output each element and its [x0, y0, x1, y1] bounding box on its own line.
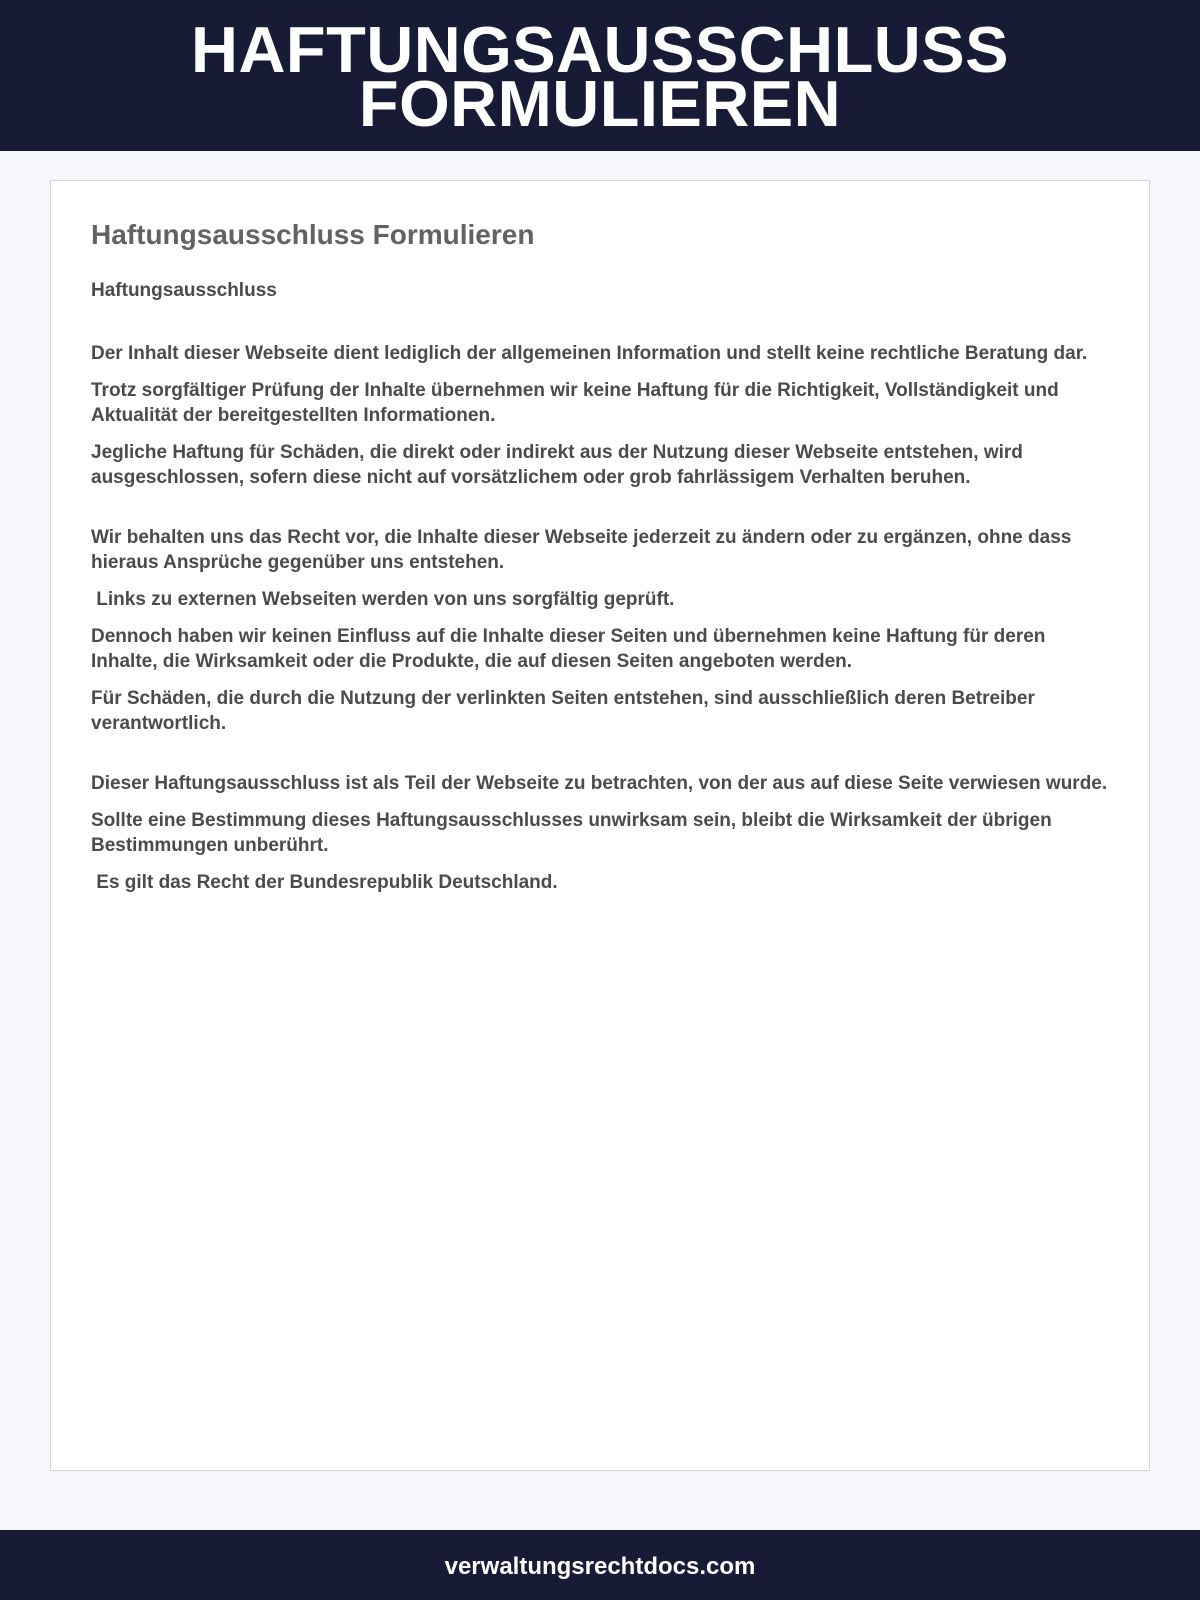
paragraph: Der Inhalt dieser Webseite dient lediglich der allgemeinen Information und stellt keine rechtliche Beratung dar. [91, 343, 1088, 364]
page-header [0, 0, 1200, 151]
paragraph: Links zu externen Webseiten werden von uns sorgfältig geprüft. [91, 589, 675, 610]
paragraph: Sollte eine Bestimmung dieses Haftungsausschlusses unwirksam sein, bleibt die Wirksamkeit der übrigen Bestimmungen unberührt. [91, 810, 1057, 856]
page-banner-title: HAFTUNGSAUSSCHLUSS FORMULIEREN [191, 12, 1009, 140]
paragraph: Es gilt das Recht der Bundesrepublik Deutschland. [91, 872, 558, 893]
page-footer [0, 1530, 1200, 1600]
footer-site-name: verwaltungsrechtdocs.com [444, 1552, 756, 1580]
document-card [50, 180, 1150, 1471]
paragraph-group-3 [91, 771, 1109, 895]
paragraph: Für Schäden, die durch die Nutzung der verlinkten Seiten entstehen, sind ausschließlich deren Betreiber verantwortlich. [91, 688, 1041, 734]
paragraph: Trotz sorgfältiger Prüfung der Inhalte übernehmen wir keine Haftung für die Richtigkeit, Vollständigkeit und Aktualität der bereitgestellten Informationen. [91, 380, 1064, 426]
paragraph-group-2 [91, 525, 1109, 736]
paragraph-group-1 [91, 341, 1109, 490]
paragraph: Wir behalten uns das Recht vor, die Inhalte dieser Webseite jederzeit zu ändern oder zu ergänzen, ohne dass hieraus Ansprüche gegenüber uns entstehen. [91, 527, 1077, 573]
paragraph: Jegliche Haftung für Schäden, die direkt oder indirekt aus der Nutzung dieser Webseite entstehen, wird ausgeschlossen, sofern diese nicht auf vorsätzlichem oder grob fahrlässigem Verhalten beruhen. [91, 442, 1029, 488]
document-title: Haftungsausschluss Formulieren [91, 219, 535, 250]
paragraph: Dieser Haftungsausschluss ist als Teil der Webseite zu betrachten, von der aus auf diese Seite verwiesen wurde. [91, 773, 1108, 794]
section-heading: Haftungsausschluss [91, 280, 277, 301]
paragraph: Dennoch haben wir keinen Einfluss auf die Inhalte dieser Seiten und übernehmen keine Haftung für deren Inhalte, die Wirksamkeit oder die Produkte, die auf diesen Seiten angeboten werden. [91, 626, 1051, 672]
